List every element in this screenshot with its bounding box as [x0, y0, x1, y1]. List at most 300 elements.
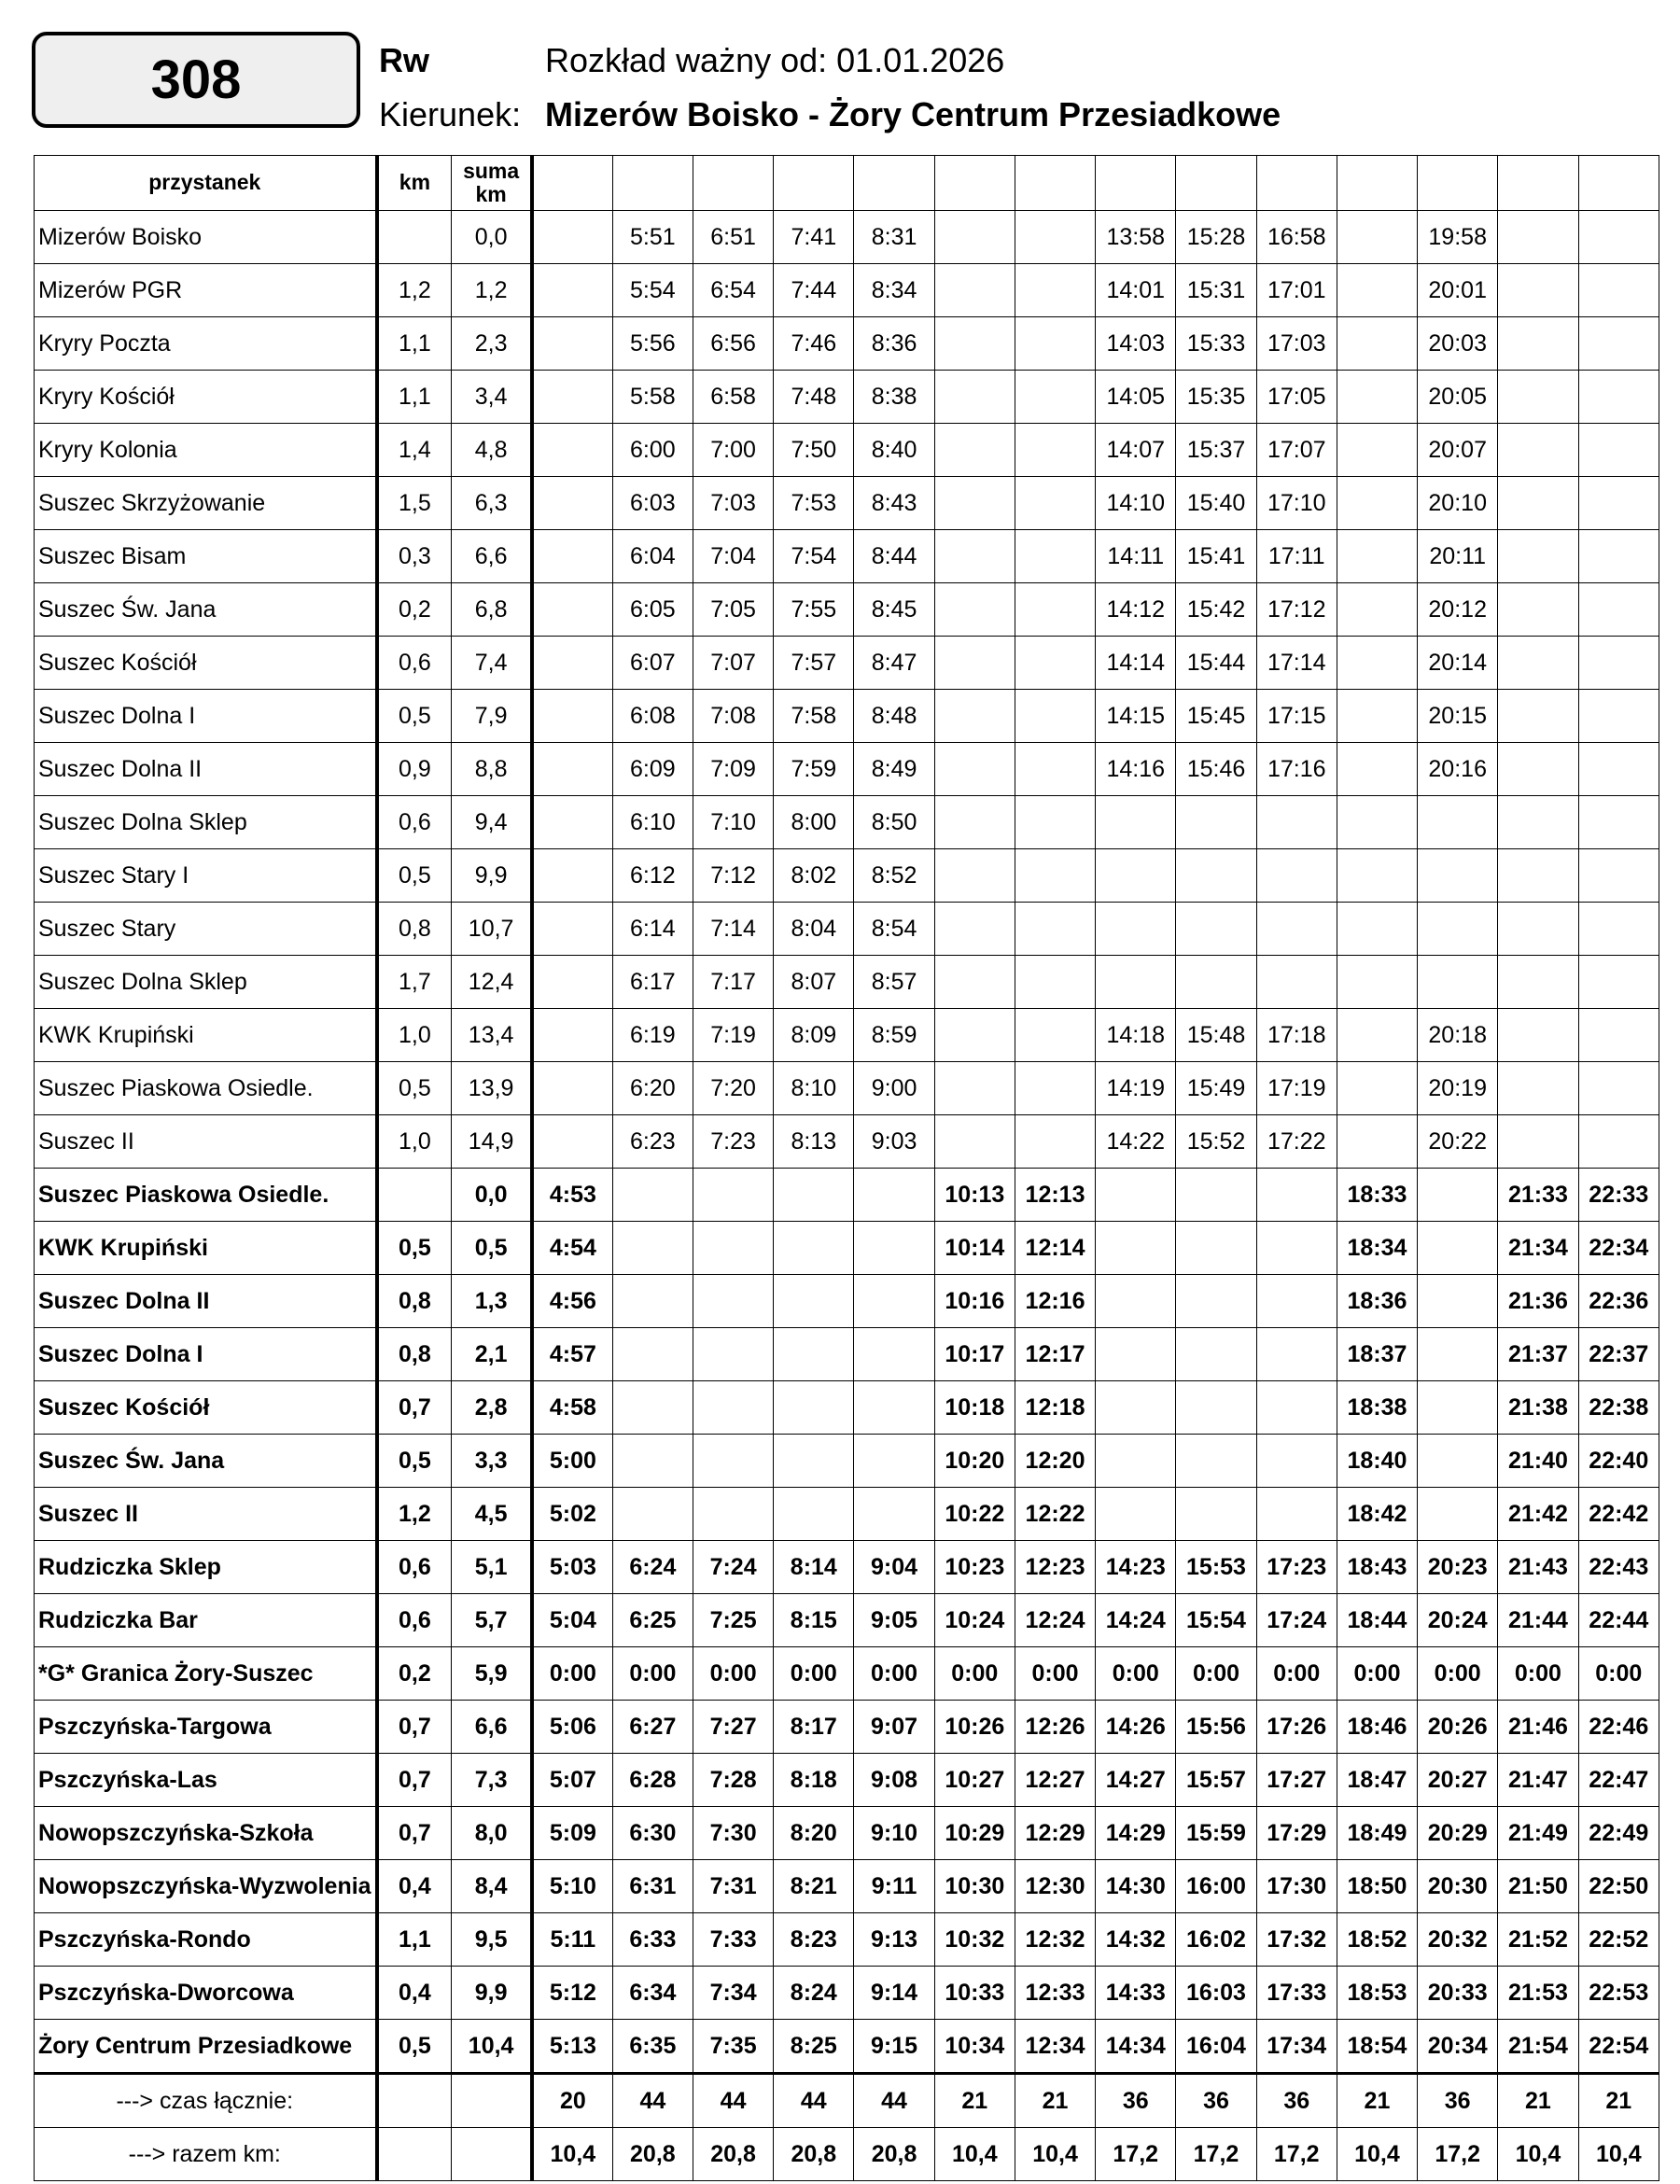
time-cell: 8:47	[854, 637, 934, 690]
time-cell: 9:15	[854, 2020, 934, 2074]
time-cell	[1418, 1328, 1498, 1381]
km-cell: 0,5	[377, 690, 452, 743]
time-cell	[1096, 1222, 1176, 1275]
time-cell: 7:55	[774, 583, 854, 637]
time-cell: 14:24	[1096, 1594, 1176, 1647]
table-row	[35, 1807, 1659, 1860]
time-cell: 7:58	[774, 690, 854, 743]
time-cell	[1498, 796, 1578, 849]
time-cell: 6:27	[612, 1701, 693, 1754]
time-cell: 12:22	[1015, 1488, 1095, 1541]
sum-km-cell: 7,4	[452, 637, 532, 690]
time-cell	[1498, 1009, 1578, 1062]
time-cell	[1176, 956, 1256, 1009]
time-cell: 7:50	[774, 424, 854, 477]
time-cell: 17:12	[1256, 583, 1337, 637]
sum-km-cell: 4,8	[452, 424, 532, 477]
time-cell	[1096, 1169, 1176, 1222]
time-cell: 18:47	[1337, 1754, 1417, 1807]
time-cell: 21:47	[1498, 1754, 1578, 1807]
time-cell	[1337, 796, 1417, 849]
time-cell: 8:13	[774, 1115, 854, 1169]
time-cell: 7:09	[693, 743, 773, 796]
time-cell: 15:31	[1176, 264, 1256, 317]
time-cell: 8:34	[854, 264, 934, 317]
time-cell	[612, 1275, 693, 1328]
time-cell	[1498, 903, 1578, 956]
sum-km-cell: 7,3	[452, 1754, 532, 1807]
direction: Mizerów Boisko - Żory Centrum Przesiadkowe	[545, 95, 1281, 133]
time-cell: 6:56	[693, 317, 773, 371]
time-cell: 8:02	[774, 849, 854, 903]
time-cell: 12:26	[1015, 1701, 1095, 1754]
table-row	[35, 477, 1659, 530]
time-cell	[1578, 264, 1659, 317]
time-cell: 6:35	[612, 2020, 693, 2074]
sum-km-cell: 6,6	[452, 530, 532, 583]
time-cell: 16:03	[1176, 1967, 1256, 2020]
header-trip	[532, 156, 612, 211]
time-cell: 7:17	[693, 956, 773, 1009]
time-cell: 0:00	[693, 1647, 773, 1701]
direction-label: Kierunek:	[379, 95, 522, 133]
time-cell: 17:23	[1256, 1541, 1337, 1594]
time-cell	[1337, 690, 1417, 743]
km-cell: 0,8	[377, 1275, 452, 1328]
time-cell	[612, 1222, 693, 1275]
time-cell: 22:53	[1578, 1967, 1659, 2020]
time-cell: 8:04	[774, 903, 854, 956]
time-cell: 5:11	[532, 1913, 612, 1967]
time-cell: 21:53	[1498, 1967, 1578, 2020]
time-cell: 5:13	[532, 2020, 612, 2074]
time-cell	[612, 1169, 693, 1222]
time-cell: 17:26	[1256, 1701, 1337, 1754]
time-cell: 20:26	[1418, 1701, 1498, 1754]
table-row	[35, 317, 1659, 371]
time-cell: 17:18	[1256, 1009, 1337, 1062]
sum-km-cell: 13,4	[452, 1009, 532, 1062]
time-cell: 9:11	[854, 1860, 934, 1913]
time-cell	[1337, 1062, 1417, 1115]
time-cell: 20:23	[1418, 1541, 1498, 1594]
time-cell: 9:05	[854, 1594, 934, 1647]
stop-name: Pszczyńska-Dworcowa	[35, 1967, 377, 2020]
time-cell	[1096, 1488, 1176, 1541]
time-cell: 22:54	[1578, 2020, 1659, 2074]
time-cell: 17:33	[1256, 1967, 1337, 2020]
time-cell: 6:00	[612, 424, 693, 477]
time-cell: 14:01	[1096, 264, 1176, 317]
time-cell	[934, 1009, 1015, 1062]
time-cell: 20:14	[1418, 637, 1498, 690]
time-cell: 8:07	[774, 956, 854, 1009]
time-cell: 6:34	[612, 1967, 693, 2020]
time-cell: 9:10	[854, 1807, 934, 1860]
summary-value: 44	[774, 2074, 854, 2128]
time-cell: 7:28	[693, 1754, 773, 1807]
time-cell: 6:20	[612, 1062, 693, 1115]
time-cell: 20:12	[1418, 583, 1498, 637]
time-cell	[1337, 849, 1417, 903]
time-cell	[934, 690, 1015, 743]
time-cell: 20:27	[1418, 1754, 1498, 1807]
summary-value: 21	[934, 2074, 1015, 2128]
time-cell	[1418, 1488, 1498, 1541]
time-cell	[1015, 849, 1095, 903]
stop-name: Suszec Św. Jana	[35, 1435, 377, 1488]
time-cell	[1256, 1488, 1337, 1541]
time-cell: 15:44	[1176, 637, 1256, 690]
time-cell	[854, 1381, 934, 1435]
stop-name: Suszec Dolna II	[35, 743, 377, 796]
time-cell	[1096, 903, 1176, 956]
table-row	[35, 690, 1659, 743]
time-cell: 8:09	[774, 1009, 854, 1062]
table-row	[35, 1754, 1659, 1807]
time-cell: 6:58	[693, 371, 773, 424]
stop-name: Pszczyńska-Targowa	[35, 1701, 377, 1754]
summary-value: 36	[1256, 2074, 1337, 2128]
time-cell: 17:16	[1256, 743, 1337, 796]
stop-name: Suszec Dolna Sklep	[35, 956, 377, 1009]
time-cell: 20:03	[1418, 317, 1498, 371]
time-cell	[532, 1115, 612, 1169]
time-cell: 4:54	[532, 1222, 612, 1275]
time-cell: 0:00	[854, 1647, 934, 1701]
sum-km-cell: 7,9	[452, 690, 532, 743]
table-row	[35, 956, 1659, 1009]
time-cell	[1418, 956, 1498, 1009]
time-cell	[1578, 1062, 1659, 1115]
time-cell	[1256, 1275, 1337, 1328]
time-cell	[1176, 796, 1256, 849]
time-cell	[1096, 1275, 1176, 1328]
time-cell	[774, 1169, 854, 1222]
time-cell: 21:34	[1498, 1222, 1578, 1275]
line-number-box	[32, 32, 360, 128]
time-cell: 8:00	[774, 796, 854, 849]
summary-value: 10,4	[934, 2128, 1015, 2181]
table-row	[35, 1435, 1659, 1488]
time-cell	[774, 1381, 854, 1435]
time-cell: 12:34	[1015, 2020, 1095, 2074]
km-cell	[377, 211, 452, 264]
time-cell: 7:24	[693, 1541, 773, 1594]
time-cell: 7:44	[774, 264, 854, 317]
time-cell: 15:49	[1176, 1062, 1256, 1115]
time-cell: 8:38	[854, 371, 934, 424]
time-cell: 18:49	[1337, 1807, 1417, 1860]
time-cell: 12:20	[1015, 1435, 1095, 1488]
time-cell	[1337, 637, 1417, 690]
time-cell: 7:04	[693, 530, 773, 583]
table-row	[35, 2020, 1659, 2074]
time-cell	[1176, 1381, 1256, 1435]
sum-km-cell: 9,9	[452, 1967, 532, 2020]
time-cell	[1498, 849, 1578, 903]
time-cell	[1578, 424, 1659, 477]
time-cell: 21:44	[1498, 1594, 1578, 1647]
time-cell: 17:19	[1256, 1062, 1337, 1115]
stop-name: Kryry Kolonia	[35, 424, 377, 477]
table-row	[35, 211, 1659, 264]
stop-name: Nowopszczyńska-Wyzwolenia	[35, 1860, 377, 1913]
time-cell: 6:30	[612, 1807, 693, 1860]
time-cell: 18:53	[1337, 1967, 1417, 2020]
time-cell	[1337, 424, 1417, 477]
time-cell: 5:04	[532, 1594, 612, 1647]
time-cell	[532, 903, 612, 956]
summary-value: 17,2	[1256, 2128, 1337, 2181]
stop-name: Pszczyńska-Rondo	[35, 1913, 377, 1967]
time-cell	[934, 424, 1015, 477]
time-cell: 5:03	[532, 1541, 612, 1594]
time-cell: 7:14	[693, 903, 773, 956]
time-cell: 19:58	[1418, 211, 1498, 264]
time-cell: 18:44	[1337, 1594, 1417, 1647]
time-cell	[693, 1169, 773, 1222]
time-cell	[1418, 1381, 1498, 1435]
time-cell: 8:10	[774, 1062, 854, 1115]
time-cell: 6:14	[612, 903, 693, 956]
sum-km-cell: 10,4	[452, 2020, 532, 2074]
sum-km-cell: 0,0	[452, 211, 532, 264]
time-cell	[934, 796, 1015, 849]
time-cell	[1176, 903, 1256, 956]
time-cell	[1418, 796, 1498, 849]
km-cell: 1,0	[377, 1009, 452, 1062]
stop-name: Suszec Piaskowa Osiedle.	[35, 1169, 377, 1222]
time-cell: 17:27	[1256, 1754, 1337, 1807]
km-cell: 0,5	[377, 849, 452, 903]
time-cell	[854, 1328, 934, 1381]
time-cell: 21:52	[1498, 1913, 1578, 1967]
time-cell: 20:11	[1418, 530, 1498, 583]
time-cell	[532, 317, 612, 371]
time-cell: 7:46	[774, 317, 854, 371]
time-cell: 6:25	[612, 1594, 693, 1647]
time-cell	[1256, 796, 1337, 849]
sum-km-cell: 8,0	[452, 1807, 532, 1860]
table-row	[35, 1115, 1659, 1169]
time-cell: 10:14	[934, 1222, 1015, 1275]
time-cell: 22:47	[1578, 1754, 1659, 1807]
table-row	[35, 1328, 1659, 1381]
time-cell: 8:23	[774, 1913, 854, 1967]
time-cell: 5:51	[612, 211, 693, 264]
summary-value: 10,4	[1578, 2128, 1659, 2181]
summary-row	[35, 2074, 1659, 2128]
time-cell: 7:05	[693, 583, 773, 637]
time-cell	[934, 211, 1015, 264]
time-cell	[532, 743, 612, 796]
summary-value: 21	[1578, 2074, 1659, 2128]
time-cell: 12:17	[1015, 1328, 1095, 1381]
time-cell: 22:52	[1578, 1913, 1659, 1967]
time-cell: 12:27	[1015, 1754, 1095, 1807]
time-cell	[1015, 583, 1095, 637]
summary-value: 36	[1096, 2074, 1176, 2128]
time-cell: 18:37	[1337, 1328, 1417, 1381]
empty-cell	[377, 2074, 452, 2128]
time-cell	[1015, 317, 1095, 371]
km-cell: 0,4	[377, 1860, 452, 1913]
time-cell: 22:42	[1578, 1488, 1659, 1541]
summary-value: 44	[612, 2074, 693, 2128]
time-cell: 7:31	[693, 1860, 773, 1913]
time-cell: 14:26	[1096, 1701, 1176, 1754]
time-cell: 14:32	[1096, 1913, 1176, 1967]
time-cell: 8:49	[854, 743, 934, 796]
header-sum-km: suma km	[452, 156, 532, 211]
sum-km-cell: 2,1	[452, 1328, 532, 1381]
header-trip	[1418, 156, 1498, 211]
table-row	[35, 1913, 1659, 1967]
time-cell: 17:07	[1256, 424, 1337, 477]
time-cell: 9:07	[854, 1701, 934, 1754]
time-cell: 0:00	[1096, 1647, 1176, 1701]
time-cell: 17:05	[1256, 371, 1337, 424]
time-cell	[1015, 1009, 1095, 1062]
time-cell: 7:19	[693, 1009, 773, 1062]
stop-name: Suszec Skrzyżowanie	[35, 477, 377, 530]
time-cell: 17:24	[1256, 1594, 1337, 1647]
km-cell: 0,7	[377, 1381, 452, 1435]
time-cell	[934, 1062, 1015, 1115]
time-cell: 6:07	[612, 637, 693, 690]
time-cell	[1015, 424, 1095, 477]
time-cell: 20:30	[1418, 1860, 1498, 1913]
time-cell	[1096, 1435, 1176, 1488]
time-cell	[1498, 583, 1578, 637]
time-cell: 20:10	[1418, 477, 1498, 530]
time-cell: 0:00	[1015, 1647, 1095, 1701]
time-cell	[1498, 264, 1578, 317]
time-cell: 8:17	[774, 1701, 854, 1754]
time-cell: 14:12	[1096, 583, 1176, 637]
time-cell	[1256, 1381, 1337, 1435]
time-cell: 15:57	[1176, 1754, 1256, 1807]
sum-km-cell: 3,4	[452, 371, 532, 424]
km-cell: 0,7	[377, 1701, 452, 1754]
time-cell: 22:46	[1578, 1701, 1659, 1754]
stop-name: Nowopszczyńska-Szkoła	[35, 1807, 377, 1860]
time-cell	[934, 849, 1015, 903]
time-cell: 12:16	[1015, 1275, 1095, 1328]
time-cell: 4:56	[532, 1275, 612, 1328]
stop-name: Żory Centrum Przesiadkowe	[35, 2020, 377, 2074]
table-row	[35, 1594, 1659, 1647]
time-cell: 5:02	[532, 1488, 612, 1541]
time-cell	[774, 1328, 854, 1381]
summary-row	[35, 2128, 1659, 2181]
km-cell: 1,2	[377, 264, 452, 317]
sum-km-cell: 8,8	[452, 743, 532, 796]
time-cell: 6:05	[612, 583, 693, 637]
time-cell: 10:29	[934, 1807, 1015, 1860]
header-row	[35, 156, 1659, 211]
time-cell: 21:38	[1498, 1381, 1578, 1435]
time-cell: 18:38	[1337, 1381, 1417, 1435]
table-row	[35, 424, 1659, 477]
summary-value: 36	[1176, 2074, 1256, 2128]
sum-km-cell: 1,2	[452, 264, 532, 317]
stop-name: Suszec Bisam	[35, 530, 377, 583]
time-cell	[1418, 1222, 1498, 1275]
km-cell	[377, 1169, 452, 1222]
time-cell	[1015, 1062, 1095, 1115]
time-cell	[1015, 1115, 1095, 1169]
time-cell: 15:52	[1176, 1115, 1256, 1169]
sum-km-cell: 9,5	[452, 1913, 532, 1967]
time-cell: 20:29	[1418, 1807, 1498, 1860]
time-cell	[1096, 1328, 1176, 1381]
time-cell: 21:54	[1498, 2020, 1578, 2074]
time-cell: 5:10	[532, 1860, 612, 1913]
km-cell: 0,4	[377, 1967, 452, 2020]
time-cell	[1337, 583, 1417, 637]
time-cell	[1015, 637, 1095, 690]
time-cell	[1176, 849, 1256, 903]
time-cell	[774, 1488, 854, 1541]
time-cell: 8:54	[854, 903, 934, 956]
time-cell	[532, 1009, 612, 1062]
sum-km-cell: 13,9	[452, 1062, 532, 1115]
table-row	[35, 1222, 1659, 1275]
km-cell: 0,7	[377, 1754, 452, 1807]
time-cell: 7:41	[774, 211, 854, 264]
time-cell	[1498, 317, 1578, 371]
km-cell: 0,6	[377, 1594, 452, 1647]
time-cell: 10:22	[934, 1488, 1015, 1541]
time-cell: 9:14	[854, 1967, 934, 2020]
time-cell	[1498, 477, 1578, 530]
time-cell	[1578, 743, 1659, 796]
time-cell: 12:30	[1015, 1860, 1095, 1913]
time-cell	[612, 1381, 693, 1435]
time-cell: 7:53	[774, 477, 854, 530]
stop-name: Suszec II	[35, 1115, 377, 1169]
time-cell	[693, 1275, 773, 1328]
time-cell	[532, 211, 612, 264]
time-cell	[934, 264, 1015, 317]
time-cell: 17:11	[1256, 530, 1337, 583]
time-cell: 20:15	[1418, 690, 1498, 743]
time-cell: 17:29	[1256, 1807, 1337, 1860]
km-cell: 1,1	[377, 371, 452, 424]
header-trip	[1578, 156, 1659, 211]
time-cell	[1015, 743, 1095, 796]
time-cell	[1337, 1009, 1417, 1062]
header-stop: przystanek	[35, 156, 377, 211]
time-cell: 6:33	[612, 1913, 693, 1967]
summary-label: ---> razem km:	[35, 2128, 377, 2181]
table-row	[35, 1647, 1659, 1701]
time-cell: 14:29	[1096, 1807, 1176, 1860]
time-cell: 17:10	[1256, 477, 1337, 530]
time-cell: 17:34	[1256, 2020, 1337, 2074]
stop-name: Suszec Św. Jana	[35, 583, 377, 637]
time-cell	[532, 849, 612, 903]
time-cell	[1256, 849, 1337, 903]
time-cell	[1015, 264, 1095, 317]
summary-value: 20,8	[774, 2128, 854, 2181]
time-cell	[532, 530, 612, 583]
time-cell	[1256, 1169, 1337, 1222]
time-cell: 4:58	[532, 1381, 612, 1435]
km-cell: 1,4	[377, 424, 452, 477]
